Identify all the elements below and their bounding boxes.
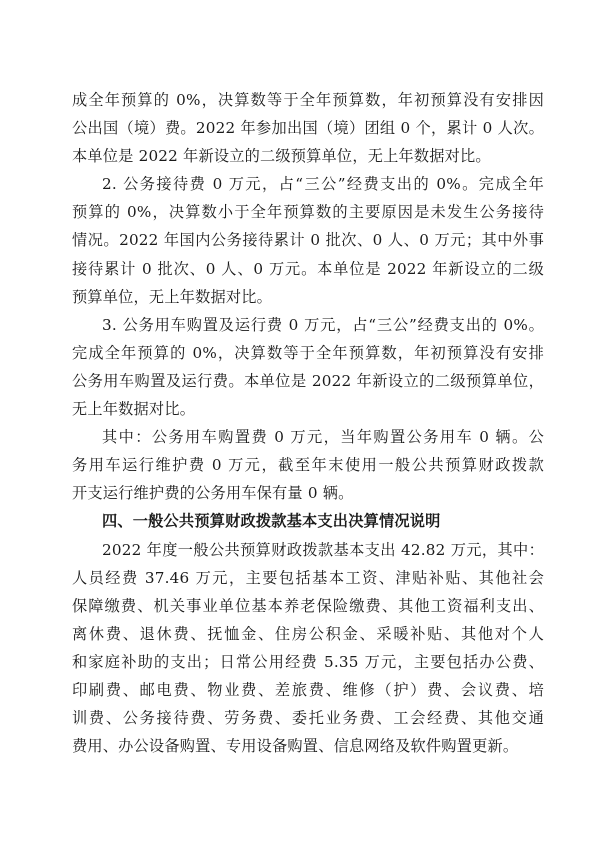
text-line: 和家庭补助的支出；日常公用经费 5.35 万元，主要包括办公费、 xyxy=(72,652,544,671)
document-body xyxy=(72,86,544,760)
text-line: 离休费、退休费、抚恤金、住房公积金、采暖补贴、其他对个人 xyxy=(72,624,544,643)
text-line: 保障缴费、机关事业单位基本养老保险缴费、其他工资福利支出、 xyxy=(72,596,544,615)
text-line: 公出国（境）费。2022 年参加出国（境）团组 0 个，累计 0 人次。 xyxy=(72,119,544,138)
text-line: 预算单位，无上年数据对比。 xyxy=(72,287,273,306)
text-line: 成全年预算的 0%，决算数等于全年预算数，年初预算没有安排因 xyxy=(72,91,544,109)
text-line: 完成全年预算的 0%，决算数等于全年预算数，年初预算没有安排 xyxy=(72,343,544,362)
text-line: 印刷费、邮电费、物业费、差旅费、维修（护）费、会议费、培 xyxy=(72,680,544,699)
text-line: 2022 年度一般公共预算财政拨款基本支出 42.82 万元，其中： xyxy=(102,540,544,559)
text-line: 务用车运行维护费 0 万元，截至年末使用一般公共预算财政拨款 xyxy=(72,456,544,475)
document-page xyxy=(72,86,544,760)
text-line: 无上年数据对比。 xyxy=(72,400,196,419)
text-line: 训费、公务接待费、劳务费、委托业务费、工会经费、其他交通 xyxy=(72,709,544,728)
text-line: 其中：公务用车购置费 0 万元，当年购置公务用车 0 辆。公 xyxy=(102,428,544,447)
text-line: 开支运行维护费的公务用车保有量 0 辆。 xyxy=(72,484,354,503)
text-line: 费用、办公设备购置、专用设备购置、信息网络及软件购置更新。 xyxy=(72,737,519,756)
text-line: 2. 公务接待费 0 万元，占“三公”经费支出的 0%。完成全年 xyxy=(102,175,544,194)
section-heading: 四、一般公共预算财政拨款基本支出决算情况说明 xyxy=(102,512,441,531)
text-line: 人员经费 37.46 万元，主要包括基本工资、津贴补贴、其他社会 xyxy=(72,568,544,587)
text-line: 公务用车购置及运行费。本单位是 2022 年新设立的二级预算单位， xyxy=(72,371,544,390)
text-line: 3. 公务用车购置及运行费 0 万元，占“三公”经费支出的 0%。 xyxy=(102,315,544,334)
text-line: 本单位是 2022 年新设立的二级预算单位，无上年数据对比。 xyxy=(72,147,491,166)
text-line: 情况。2022 年国内公务接待累计 0 批次、0 人、0 万元；其中外事 xyxy=(72,231,544,250)
text-line: 接待累计 0 批次、0 人、0 万元。本单位是 2022 年新设立的二级 xyxy=(72,259,544,278)
text-line: 预算的 0%，决算数小于全年预算数的主要原因是未发生公务接待 xyxy=(72,203,544,222)
